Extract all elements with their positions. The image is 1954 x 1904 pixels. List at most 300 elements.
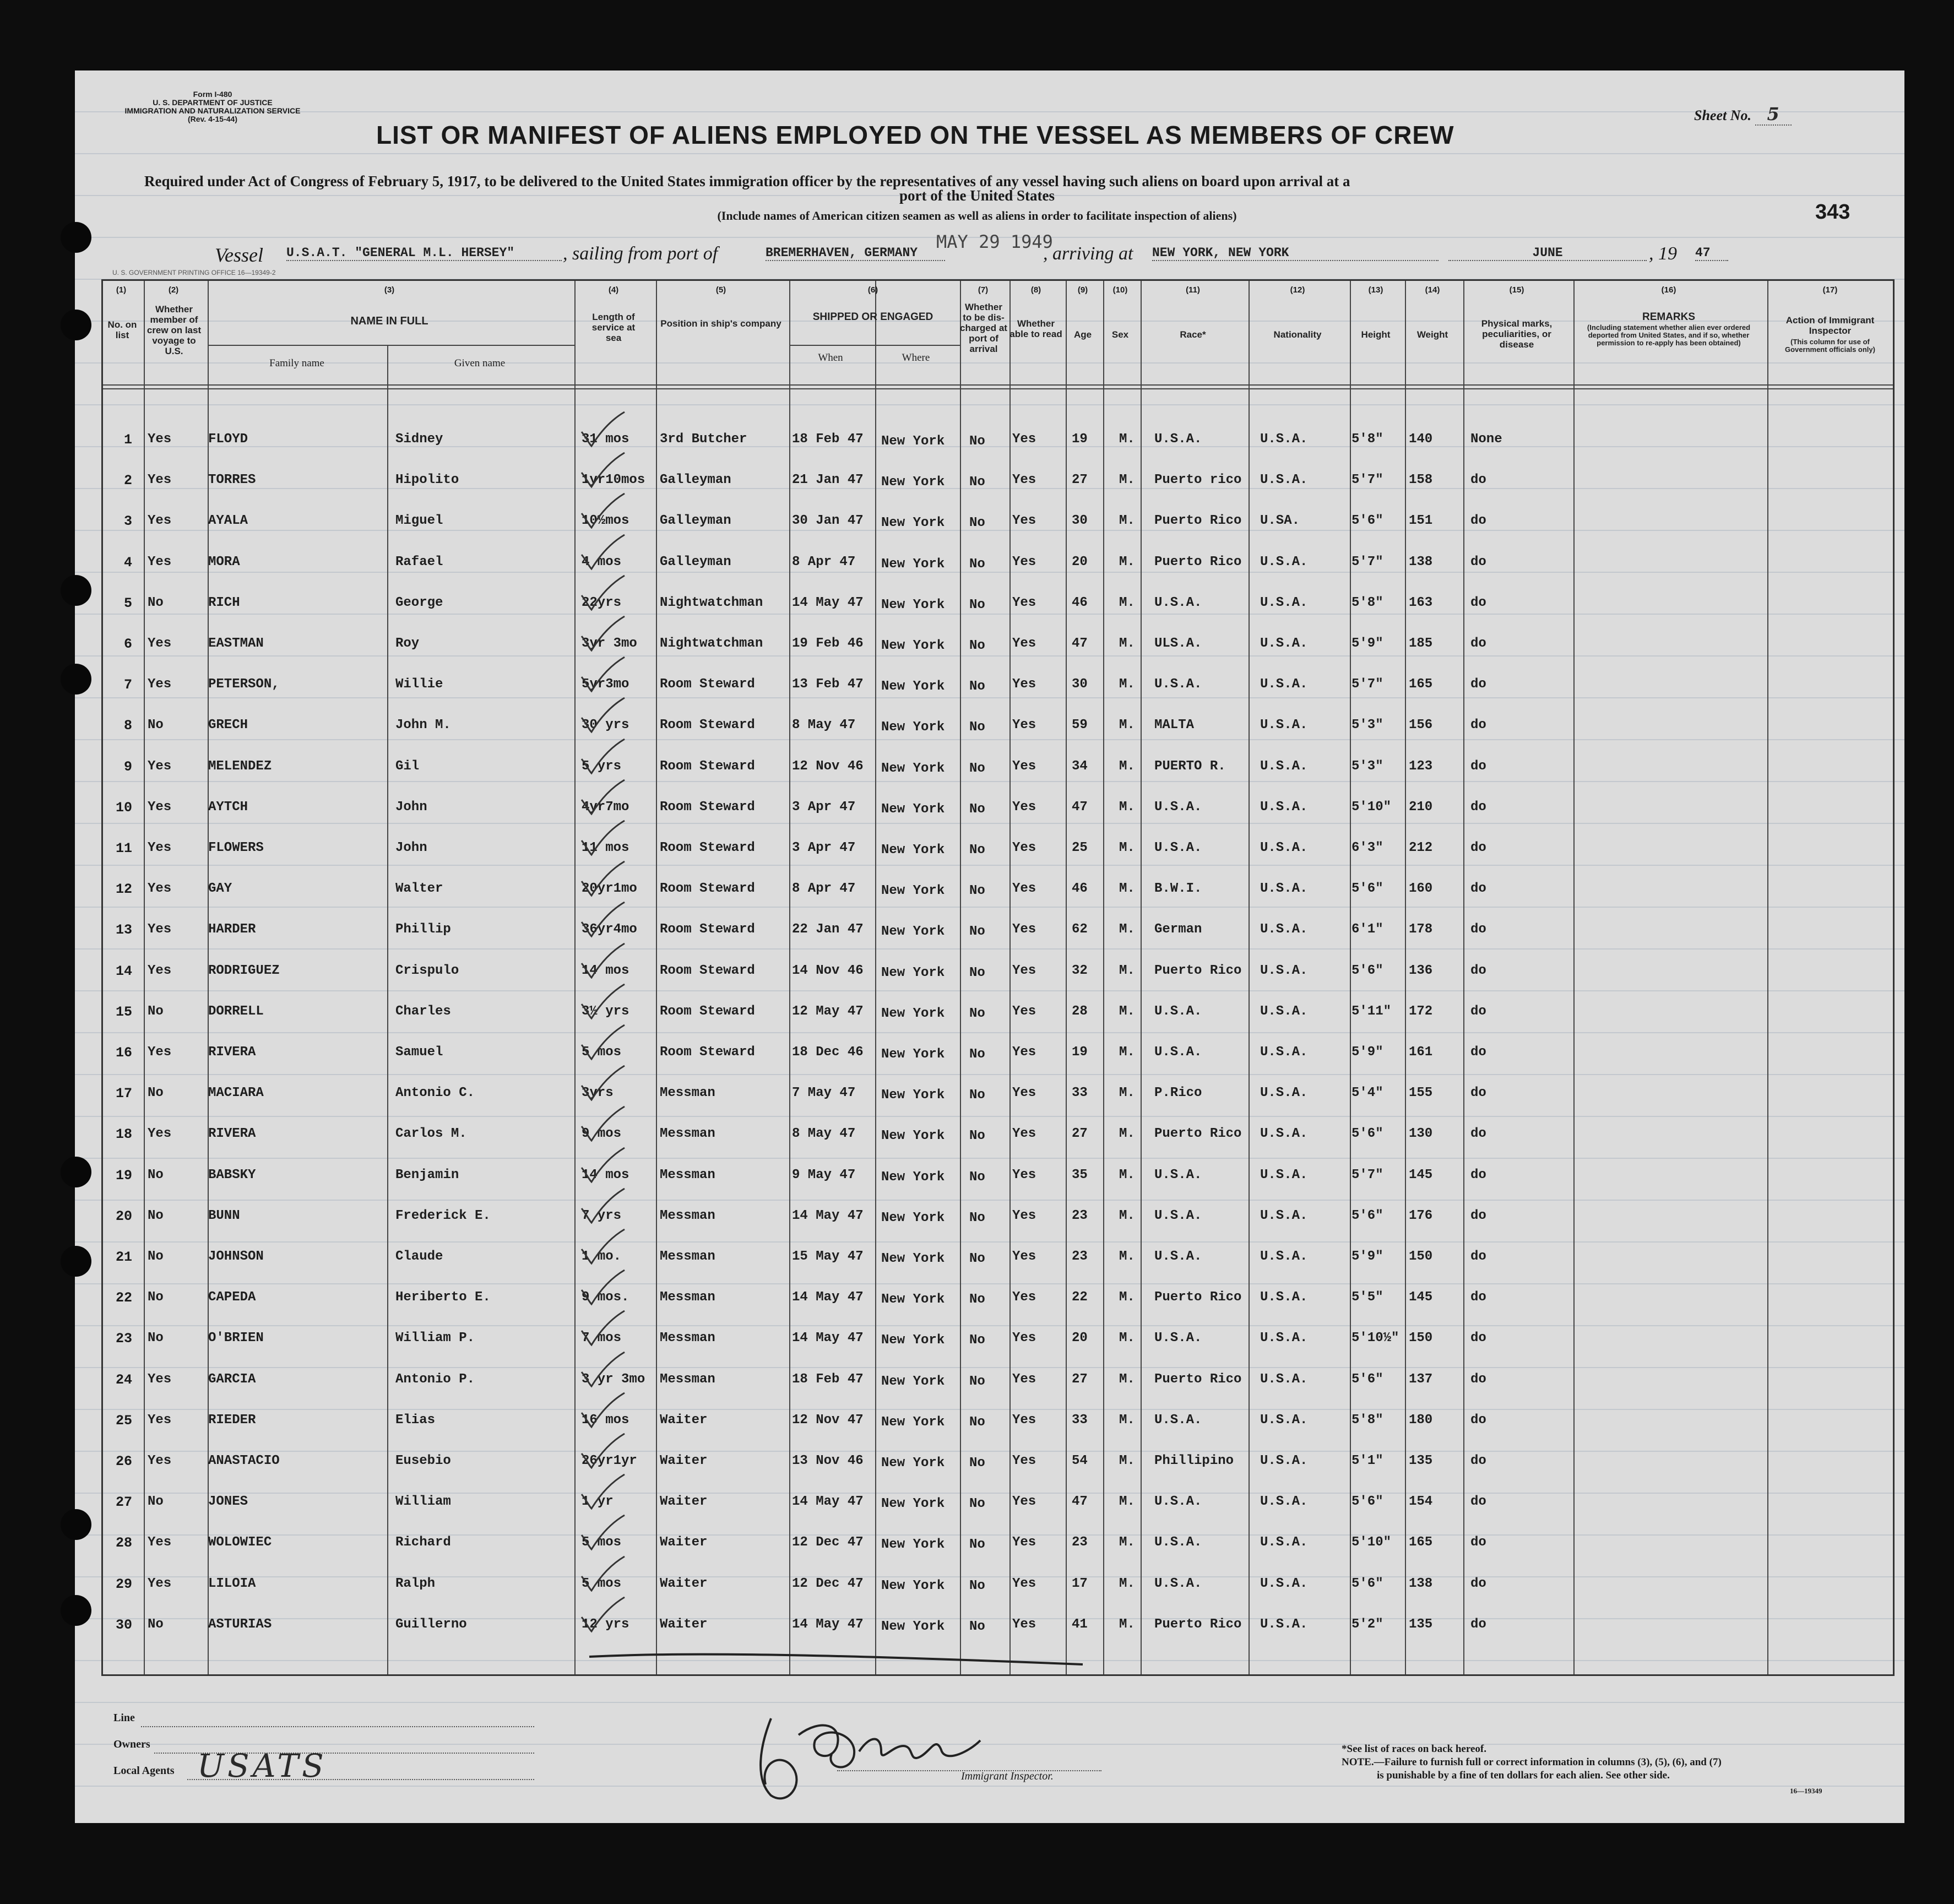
cell-prev: Yes [148,1413,172,1428]
check-mark [578,1431,628,1470]
cell-where: New York [881,434,945,449]
row-number: 18 [115,1126,132,1142]
cell-family: RIEDER [208,1413,256,1428]
cell-race: U.S.A. [1154,1535,1202,1550]
cell-race: German [1154,922,1202,937]
cell-read: Yes [1012,1576,1036,1591]
cell-nat: U.S.A. [1260,473,1308,487]
cell-sex: M. [1119,881,1135,896]
cell-prev: Yes [148,513,172,528]
cell-weight: 145 [1409,1168,1433,1182]
cell-race: Puerto Rico [1154,1617,1242,1632]
cell-where: New York [881,1374,945,1389]
cell-read: Yes [1012,1413,1036,1428]
cell-where: New York [881,1292,945,1307]
col-9-number: (9) [1077,285,1088,295]
cell-prev: No [148,1004,164,1019]
cell-sex: M. [1119,840,1135,855]
cell-where: New York [881,1251,945,1266]
cell-position: Messman [660,1290,715,1305]
cell-when: 12 Nov 46 [792,759,864,774]
col-12-header: Nationality [1273,329,1322,340]
check-mark [578,941,628,980]
cell-family: PETERSON, [208,677,280,692]
cell-nat: U.SA. [1260,513,1300,528]
cell-service: 4 mos [582,555,622,569]
cell-read: Yes [1012,1617,1036,1632]
cell-age: 62 [1072,922,1088,937]
cell-nat: U.S.A. [1260,922,1308,937]
cell-weight: 136 [1409,963,1433,978]
check-mark [578,859,628,898]
cell-sex: M. [1119,1494,1135,1509]
cell-nat: U.S.A. [1260,1617,1308,1632]
cell-race: B.W.I. [1154,881,1202,896]
cell-when: 8 Apr 47 [792,555,856,569]
cell-given: Ralph [395,1576,436,1591]
cell-disch: No [969,1374,985,1389]
vessel-name: U.S.A.T. "GENERAL M.L. HERSEY" [286,246,562,261]
col-16-header: REMARKS [1642,311,1696,323]
cell-height: 5'8" [1351,595,1383,610]
cell-read: Yes [1012,1290,1036,1305]
cell-prev: Yes [148,1453,172,1468]
cell-given: Claude [395,1249,443,1264]
cell-age: 47 [1072,800,1088,815]
cell-sex: M. [1119,555,1135,569]
cell-age: 46 [1072,881,1088,896]
cell-service: 9 mos. [582,1290,629,1305]
cell-where: New York [881,1333,945,1348]
cell-marks: do [1470,1168,1486,1182]
cell-given: Benjamin [395,1168,459,1182]
cell-where: New York [881,802,945,817]
check-mark [578,410,628,448]
cell-when: 3 Apr 47 [792,840,856,855]
cell-age: 28 [1072,1004,1088,1019]
cell-marks: do [1470,1576,1486,1591]
cell-where: New York [881,598,945,612]
col-2-number: (2) [168,285,179,295]
cell-sex: M. [1119,636,1135,651]
cell-prev: Yes [148,759,172,774]
cell-when: 13 Feb 47 [792,677,864,692]
check-mark [578,1350,628,1388]
cell-given: John [395,800,427,815]
cell-read: Yes [1012,963,1036,978]
cell-position: Messman [660,1331,715,1346]
cell-position: Waiter [660,1494,708,1509]
cell-disch: No [969,1415,985,1430]
row-number: 13 [115,922,132,938]
form-code: 16—19349 [1790,1787,1822,1795]
cell-marks: None [1470,432,1502,447]
cell-nat: U.S.A. [1260,677,1308,692]
cell-prev: Yes [148,1576,172,1591]
cell-marks: do [1470,1535,1486,1550]
cell-sex: M. [1119,1045,1135,1060]
check-mark [578,1513,628,1552]
cell-position: Messman [660,1208,715,1223]
col-10-header: Sex [1111,329,1129,340]
cell-marks: do [1470,595,1486,610]
cell-weight: 176 [1409,1208,1433,1223]
cell-nat: U.S.A. [1260,1086,1308,1100]
cell-given: Frederick E. [395,1208,491,1223]
given-name-header: Given name [454,357,506,369]
cell-race: Phillipino [1154,1453,1234,1468]
cell-family: O'BRIEN [208,1331,264,1346]
cell-sex: M. [1119,595,1135,610]
cell-prev: No [148,1086,164,1100]
cell-read: Yes [1012,1168,1036,1182]
cell-when: 19 Feb 46 [792,636,864,651]
cell-given: Roy [395,636,420,651]
cell-when: 12 Nov 47 [792,1413,864,1428]
cell-service: 1 mo. [582,1249,622,1264]
cell-where: New York [881,679,945,694]
col-3-number: (3) [384,285,395,295]
cell-prev: No [148,595,164,610]
cell-marks: do [1470,922,1486,937]
cell-when: 21 Jan 47 [792,473,864,487]
cell-when: 30 Jan 47 [792,513,864,528]
row-number: 23 [115,1331,132,1347]
cell-position: Messman [660,1126,715,1141]
cell-service: 5 mos [582,1535,622,1550]
cell-marks: do [1470,963,1486,978]
row-number: 2 [123,473,132,489]
cell-race: U.S.A. [1154,1494,1202,1509]
cell-disch: No [969,1333,985,1348]
col-5-header: Position in ship's company [660,318,781,329]
cell-given: Elias [395,1413,436,1428]
cell-weight: 130 [1409,1126,1433,1141]
cell-disch: No [969,1088,985,1103]
cell-height: 5'10" [1351,1535,1392,1550]
local-agents-value: USATS [197,1747,327,1784]
service-name: IMMIGRATION AND NATURALIZATION SERVICE [124,106,301,115]
cell-position: Galleyman [660,473,731,487]
cell-marks: do [1470,1208,1486,1223]
cell-nat: U.S.A. [1260,1168,1308,1182]
cell-family: MELENDEZ [208,759,272,774]
cell-nat: U.S.A. [1260,1290,1308,1305]
cell-weight: 123 [1409,759,1433,774]
check-mark [578,1554,628,1593]
cell-given: William [395,1494,451,1509]
cell-read: Yes [1012,881,1036,896]
col-8-number: (8) [1030,285,1041,295]
cell-race: U.S.A. [1154,1331,1202,1346]
cell-weight: 135 [1409,1617,1433,1632]
cell-weight: 158 [1409,473,1433,487]
cell-height: 5'7" [1351,677,1383,692]
cell-given: Charles [395,1004,451,1019]
cell-position: Waiter [660,1617,708,1632]
cell-read: Yes [1012,1004,1036,1019]
received-stamp: MAY 29 1949 [936,231,1053,252]
cell-marks: do [1470,1045,1486,1060]
cell-marks: do [1470,555,1486,569]
cell-read: Yes [1012,1494,1036,1509]
cell-given: Antonio P. [395,1372,475,1387]
cell-where: New York [881,1047,945,1062]
cell-disch: No [969,1537,985,1552]
cell-prev: No [148,1331,164,1346]
row-number: 17 [115,1086,132,1102]
cell-family: RODRIGUEZ [208,963,280,978]
cell-disch: No [969,965,985,980]
cell-where: New York [881,557,945,572]
arrival-year: 47 [1695,246,1728,261]
cell-prev: Yes [148,963,172,978]
cell-nat: U.S.A. [1260,1004,1308,1019]
cell-service: 20yr1mo [582,881,637,896]
cell-service: 10½mos [582,513,629,528]
check-mark [578,1268,628,1306]
cell-age: 23 [1072,1535,1088,1550]
row-number: 12 [115,881,132,897]
cell-family: GARCIA [208,1372,256,1387]
cell-height: 5'8" [1351,1413,1383,1428]
cell-prev: Yes [148,840,172,855]
cell-nat: U.S.A. [1260,1249,1308,1264]
cell-age: 27 [1072,1372,1088,1387]
form-number: Form I-480 [193,90,232,99]
cell-height: 5'10½" [1351,1331,1399,1346]
cell-weight: 138 [1409,1576,1433,1591]
inspector-signature [738,1702,1002,1812]
punch-hole [61,575,91,606]
cell-given: Richard [395,1535,451,1550]
cell-family: RIVERA [208,1045,256,1060]
cell-service: 5 mos [582,1576,622,1591]
col-16-number: (16) [1661,285,1676,295]
cell-age: 27 [1072,473,1088,487]
check-mark [578,491,628,530]
cell-sex: M. [1119,759,1135,774]
cell-disch: No [969,1047,985,1062]
cell-service: 36yr4mo [582,922,637,937]
cell-family: BUNN [208,1208,240,1223]
sailing-label: , sailing from port of [563,243,718,264]
cell-marks: do [1470,1617,1486,1632]
col-17-header: Action of Immigrant Inspector [1785,315,1875,336]
cell-race: MALTA [1154,718,1195,733]
check-mark [578,818,628,857]
cell-family: WOLOWIEC [208,1535,272,1550]
cell-read: Yes [1012,595,1036,610]
cell-family: RICH [208,595,240,610]
cell-read: Yes [1012,1208,1036,1223]
cell-when: 14 Nov 46 [792,963,864,978]
check-mark [578,614,628,653]
cell-family: RIVERA [208,1126,256,1141]
cell-weight: 151 [1409,513,1433,528]
punch-hole [61,1509,91,1540]
cell-weight: 150 [1409,1249,1433,1264]
cell-age: 33 [1072,1413,1088,1428]
row-number: 5 [123,595,132,611]
cell-read: Yes [1012,432,1036,447]
cell-service: 3yr 3mo [582,636,637,651]
cell-where: New York [881,1578,945,1593]
form-identifier [102,90,323,123]
cell-given: William P. [395,1331,475,1346]
cell-where: New York [881,843,945,858]
cell-race: U.S.A. [1154,800,1202,815]
cell-where: New York [881,924,945,939]
cell-age: 17 [1072,1576,1088,1591]
cell-weight: 138 [1409,555,1433,569]
cell-height: 5'8" [1351,432,1383,447]
cell-disch: No [969,1211,985,1225]
row-number: 29 [115,1576,132,1592]
cell-marks: do [1470,1494,1486,1509]
cell-age: 27 [1072,1126,1088,1141]
cell-service: 16 mos [582,1413,629,1428]
local-agents-field [187,1767,534,1780]
cell-where: New York [881,516,945,530]
cell-disch: No [969,802,985,817]
cell-read: Yes [1012,1086,1036,1100]
cell-service: 30 yrs [582,718,629,733]
cell-position: Galleyman [660,513,731,528]
cell-age: 47 [1072,636,1088,651]
check-mark [578,1146,628,1184]
cell-service: 5yr3mo [582,677,629,692]
arriving-port: NEW YORK, NEW YORK [1152,246,1439,261]
cell-disch: No [969,475,985,490]
cell-read: Yes [1012,473,1036,487]
cell-service: 3yrs [582,1086,614,1100]
row-number: 30 [115,1617,132,1633]
col-12-number: (12) [1290,285,1305,295]
cell-disch: No [969,761,985,776]
cell-age: 30 [1072,513,1088,528]
col-16-subheader: (Including statement whether alien ever ordered deported from United States, and if so, whether permission to re-apply has been obtained) [1587,323,1751,347]
cell-marks: do [1470,636,1486,651]
cell-family: LILOIA [208,1576,256,1591]
cell-family: JOHNSON [208,1249,264,1264]
cell-position: Room Steward [660,922,755,937]
cell-position: Waiter [660,1453,708,1468]
cell-nat: U.S.A. [1260,1453,1308,1468]
cell-nat: U.S.A. [1260,800,1308,815]
cell-race: Puerto Rico [1154,555,1242,569]
row-number: 21 [115,1249,132,1265]
row-number: 25 [115,1413,132,1429]
col-11-header: Race* [1180,329,1206,340]
check-mark [578,573,628,612]
col-4-number: (4) [608,285,619,295]
cell-where: New York [881,1211,945,1225]
cell-when: 18 Feb 47 [792,432,864,447]
cell-height: 5'6" [1351,1372,1383,1387]
cell-weight: 165 [1409,1535,1433,1550]
cell-service: 4yr7mo [582,800,629,815]
cell-prev: No [148,1617,164,1632]
crew-table [101,279,1895,1676]
inspector-label: Immigrant Inspector. [961,1770,1054,1782]
cell-race: U.S.A. [1154,1004,1202,1019]
cell-nat: U.S.A. [1260,1413,1308,1428]
cell-read: Yes [1012,1372,1036,1387]
cell-read: Yes [1012,1045,1036,1060]
cell-service: 1 yr [582,1494,614,1509]
arrival-month: JUNE [1448,246,1647,261]
cell-read: Yes [1012,840,1036,855]
cell-age: 47 [1072,1494,1088,1509]
punch-hole [61,664,91,695]
cell-height: 5'6" [1351,1126,1383,1141]
cell-race: Puerto Rico [1154,1290,1242,1305]
cell-height: 5'9" [1351,636,1383,651]
cell-age: 54 [1072,1453,1088,1468]
cell-race: U.S.A. [1154,677,1202,692]
cell-race: Puerto Rico [1154,1126,1242,1141]
cell-family: EASTMAN [208,636,264,651]
cell-family: FLOYD [208,432,248,447]
punch-hole [61,1246,91,1277]
row-number: 8 [123,718,132,734]
cell-read: Yes [1012,922,1036,937]
cell-height: 5'6" [1351,881,1383,896]
row-number: 4 [123,555,132,571]
cell-nat: U.S.A. [1260,1372,1308,1387]
cell-disch: No [969,434,985,449]
cell-when: 7 May 47 [792,1086,856,1100]
cell-race: Puerto Rico [1154,963,1242,978]
cell-height: 5'4" [1351,1086,1383,1100]
cell-weight: 155 [1409,1086,1433,1100]
cell-where: New York [881,883,945,898]
row-number: 28 [115,1535,132,1551]
cell-sex: M. [1119,1249,1135,1264]
cell-prev: Yes [148,1045,172,1060]
cell-disch: No [969,638,985,653]
line-label: Line [113,1712,135,1724]
cell-height: 5'7" [1351,1168,1383,1182]
cell-where: New York [881,965,945,980]
check-mark [578,1391,628,1429]
cell-height: 5'2" [1351,1617,1383,1632]
cell-disch: No [969,516,985,530]
cell-service: 1yr10mos [582,473,645,487]
cell-nat: U.S.A. [1260,881,1308,896]
row-number: 9 [123,759,132,775]
cell-when: 8 May 47 [792,1126,856,1141]
cell-given: John [395,840,427,855]
subtitle-instruction: (Include names of American citizen seamen as well as aliens in order to facilitate inspection of aliens) [717,209,1237,223]
cell-nat: U.S.A. [1260,555,1308,569]
col-13-header: Height [1361,329,1391,340]
cell-position: Messman [660,1086,715,1100]
cell-position: Room Steward [660,759,755,774]
cell-nat: U.S.A. [1260,963,1308,978]
cell-nat: U.S.A. [1260,432,1308,447]
col-9-header: Age [1073,329,1092,340]
cell-sex: M. [1119,677,1135,692]
cell-when: 8 Apr 47 [792,881,856,896]
cell-disch: No [969,843,985,858]
cell-marks: do [1470,840,1486,855]
cell-family: CAPEDA [208,1290,256,1305]
cell-height: 5'5" [1351,1290,1383,1305]
cell-given: George [395,595,443,610]
col-7-header: Whether to be dis-charged at port of arrival [960,302,1007,354]
